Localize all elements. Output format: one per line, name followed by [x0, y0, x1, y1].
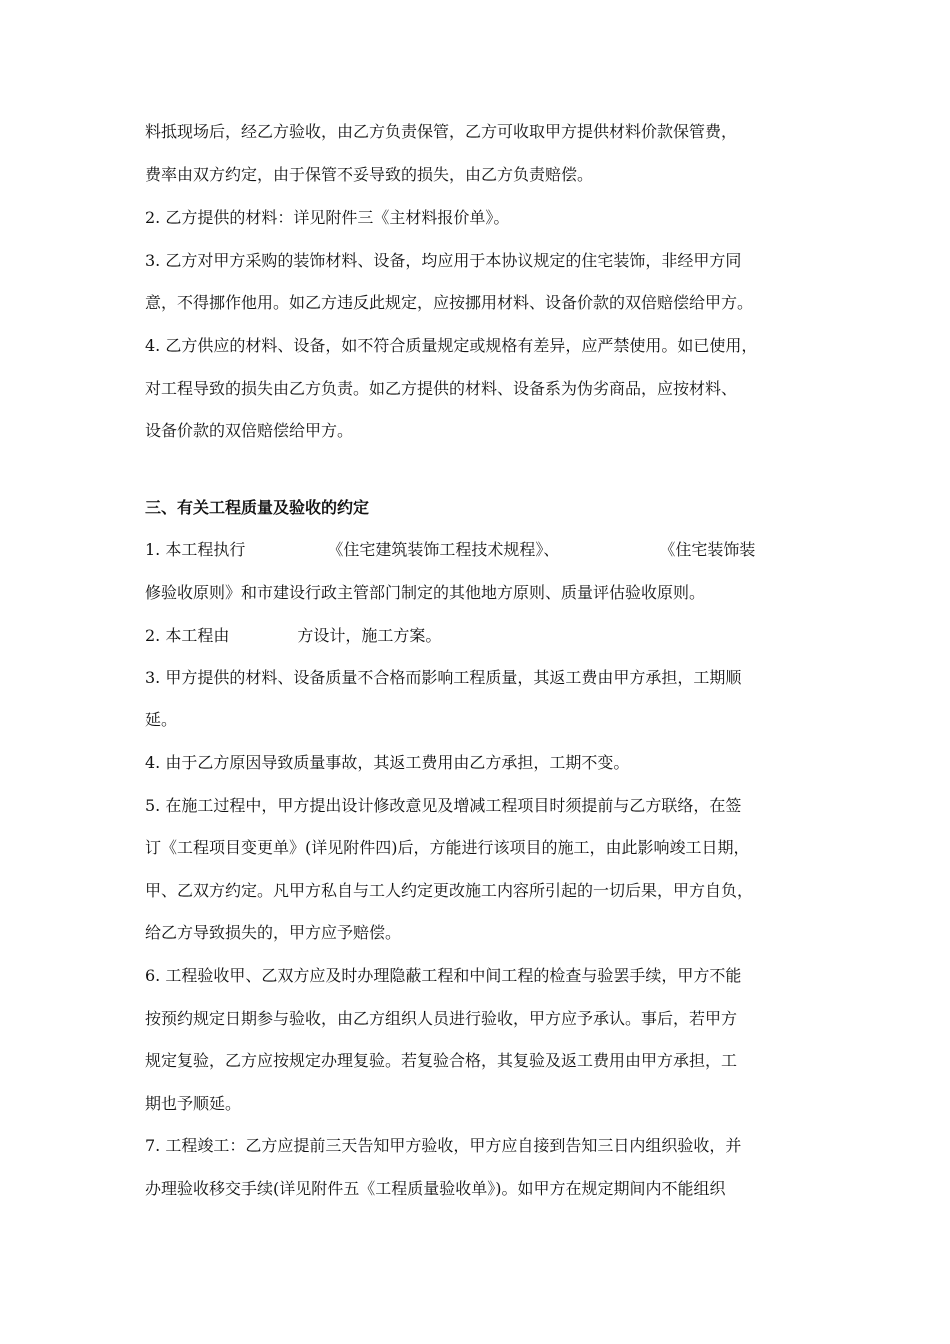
body-line: 给乙方导致损失的，甲方应予赔偿。 — [145, 923, 402, 942]
body-line: 修验收原则》和市建设行政主管部门制定的其他地方原则、质量评估验收原则。 — [145, 583, 706, 602]
section-heading: 三、有关工程质量及验收的约定 — [145, 498, 370, 517]
body-line: 2. 乙方提供的材料：详见附件三《主材料报价单》。 — [145, 208, 510, 227]
body-line: 意，不得挪作他用。如乙方违反此规定，应按挪用材料、设备价款的双倍赔偿给甲方。 — [145, 293, 754, 312]
body-line: 4. 由于乙方原因导致质量事故，其返工费用由乙方承担，工期不变。 — [145, 753, 630, 772]
body-line: 办理验收移交手续(详见附件五《工程质量验收单》)。如甲方在规定期间内不能组织 — [145, 1179, 726, 1198]
body-line: 3. 乙方对甲方采购的装饰材料、设备，均应用于本协议规定的住宅装饰，非经甲方同 — [145, 251, 742, 270]
body-line: 3. 甲方提供的材料、设备质量不合格而影响工程质量，其返工费由甲方承担，工期顺 — [145, 668, 742, 687]
item1-text-middle: 《住宅建筑装饰工程技术规程》、 — [327, 540, 560, 559]
body-line: 规定复验，乙方应按规定办理复验。若复验合格，其复验及返工费用由甲方承担，工 — [145, 1051, 738, 1070]
body-line: 7. 工程竣工：乙方应提前三天告知甲方验收，甲方应自接到告知三日内组织验收，并 — [145, 1136, 742, 1155]
body-line: 甲、乙双方约定。凡甲方私自与工人约定更改施工内容所引起的一切后果，甲方自负， — [145, 881, 754, 900]
body-line — [145, 539, 755, 561]
item2-text-start: 2. 本工程由 — [145, 626, 230, 645]
body-line: 设备价款的双倍赔偿给甲方。 — [145, 421, 354, 440]
body-line: 料抵现场后，经乙方验收，由乙方负责保管，乙方可收取甲方提供材料价款保管费， — [145, 122, 738, 141]
body-line: 延。 — [145, 710, 178, 729]
item1-text-end: 《住宅装饰装 — [659, 540, 756, 559]
body-line: 按预约规定日期参与验收，由乙方组织人员进行验收，甲方应予承认。事后，若甲方 — [145, 1009, 738, 1028]
body-line: 对工程导致的损失由乙方负责。如乙方提供的材料、设备系为伪劣商品，应按材料、 — [145, 379, 738, 398]
body-line: 费率由双方约定，由于保管不妥导致的损失，由乙方负责赔偿。 — [145, 165, 594, 184]
body-line — [145, 625, 441, 647]
item1-text-start: 1. 本工程执行 — [145, 540, 246, 559]
body-line: 期也予顺延。 — [145, 1094, 242, 1113]
body-line: 6. 工程验收甲、乙双方应及时办理隐蔽工程和中间工程的检查与验罢手续，甲方不能 — [145, 966, 742, 985]
body-line: 5. 在施工过程中，甲方提出设计修改意见及增减工程项目时须提前与乙方联络，在签 — [145, 796, 742, 815]
item2-text-end: 方设计，施工方案。 — [297, 626, 442, 645]
body-line: 4. 乙方供应的材料、设备，如不符合质量规定或规格有差异，应严禁使用。如已使用， — [145, 336, 758, 355]
body-line: 订《工程项目变更单》(详见附件四)后，方能进行该项目的施工，由此影响竣工日期， — [145, 838, 750, 857]
